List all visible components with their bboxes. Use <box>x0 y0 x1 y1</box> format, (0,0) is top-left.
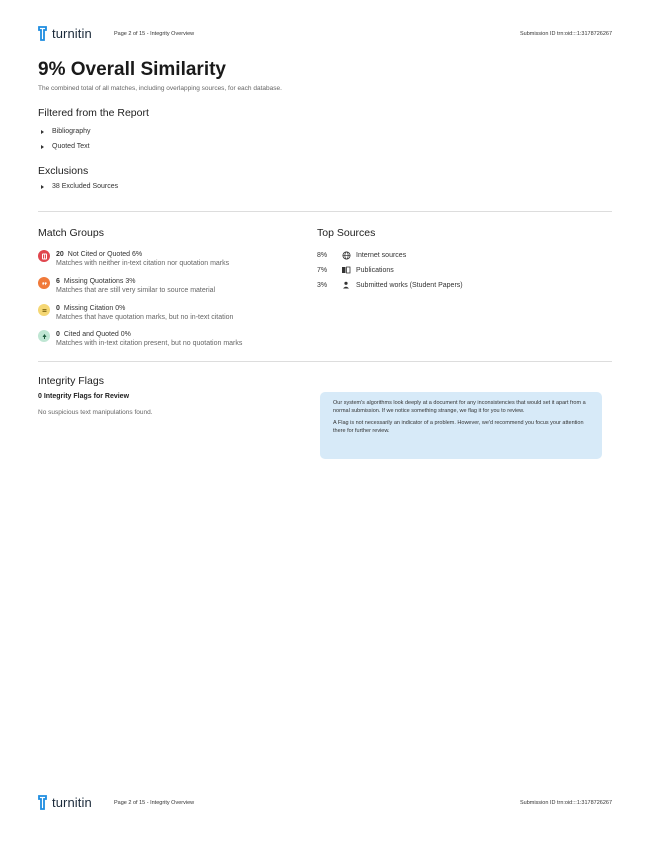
top-source-label: Publications <box>356 266 394 274</box>
page-subtitle: The combined total of all matches, including overlapping sources, for each database. <box>38 85 282 92</box>
integrity-flags-heading: Integrity Flags <box>38 375 104 387</box>
top-source-percent: 7% <box>317 266 328 274</box>
exclusion-item: 38 Excluded Sources <box>41 183 118 190</box>
match-group-description: Matches with neither in-text citation nor quotation marks <box>56 260 230 267</box>
not-cited-icon <box>38 250 50 262</box>
book-icon <box>341 266 351 274</box>
exclusions-heading: Exclusions <box>38 165 89 177</box>
info-paragraph: A Flag is not necessarily an indicator of a problem. However, we'd recommend you focus your attention there for further review. <box>333 420 584 434</box>
match-group-description: Matches with in-text citation present, but no quotation marks <box>56 340 243 347</box>
turnitin-logo <box>37 26 92 41</box>
top-source-label: Internet sources <box>356 251 407 259</box>
cited-quoted-icon <box>38 330 50 342</box>
top-source-percent: 3% <box>317 281 328 289</box>
match-group-count: 20 <box>56 251 64 258</box>
logo-text: turnitin <box>52 26 92 41</box>
turnitin-logo <box>37 795 92 810</box>
person-icon <box>341 281 351 289</box>
match-group-title: Missing Citation 0% <box>63 305 126 312</box>
match-group-row <box>38 304 233 322</box>
header-submission-id: Submission ID trn:oid:::1:3178726267 <box>519 31 612 37</box>
match-group-description: Matches that have quotation marks, but no in-text citation <box>56 314 234 321</box>
bullet-triangle-icon <box>41 130 44 134</box>
missing-citation-icon <box>38 304 50 316</box>
match-group-title: Cited and Quoted 0% <box>63 331 131 338</box>
integrity-info-box <box>320 392 602 459</box>
page-title: 9% Overall Similarity <box>38 59 226 80</box>
section-divider <box>38 361 612 362</box>
match-group-title: Missing Quotations 3% <box>63 278 136 285</box>
match-group-count: 6 <box>56 278 60 285</box>
turnitin-logo-icon <box>37 26 48 41</box>
info-paragraph: Our system's algorithms look deeply at a document for any inconsistencies that would set it apart from a normal submission. If we notice something strange, we flag it for you to review. <box>333 400 586 414</box>
missing-quotations-icon <box>38 277 50 289</box>
integrity-flags-count: 0 Integrity Flags for Review <box>38 393 130 400</box>
bullet-triangle-icon <box>41 145 44 149</box>
filtered-item: Bibliography <box>41 128 91 135</box>
filtered-item: Quoted Text <box>41 143 90 150</box>
logo-text: turnitin <box>52 795 92 810</box>
top-source-row <box>317 281 463 289</box>
filtered-heading: Filtered from the Report <box>38 107 149 119</box>
match-group-row <box>38 250 229 268</box>
match-group-row <box>38 330 242 348</box>
turnitin-logo-icon <box>37 795 48 810</box>
bullet-triangle-icon <box>41 185 44 189</box>
match-group-count: 0 <box>56 305 60 312</box>
match-group-title: Not Cited or Quoted 6% <box>67 251 143 258</box>
top-sources-heading: Top Sources <box>317 227 376 239</box>
footer-page-info: Page 2 of 15 - Integrity Overview <box>114 800 195 806</box>
globe-icon <box>341 251 351 259</box>
top-source-row <box>317 251 406 259</box>
match-group-description: Matches that are still very similar to source material <box>56 287 216 294</box>
top-source-percent: 8% <box>317 251 328 259</box>
match-group-count: 0 <box>56 331 60 338</box>
match-groups-heading: Match Groups <box>38 227 104 239</box>
integrity-flags-status: No suspicious text manipulations found. <box>38 409 153 416</box>
section-divider <box>38 211 612 212</box>
top-source-row <box>317 266 394 274</box>
header-page-info: Page 2 of 15 - Integrity Overview <box>114 31 195 37</box>
footer-submission-id: Submission ID trn:oid:::1:3178726267 <box>519 800 612 806</box>
top-source-label: Submitted works (Student Papers) <box>356 281 463 289</box>
match-group-row <box>38 277 215 295</box>
